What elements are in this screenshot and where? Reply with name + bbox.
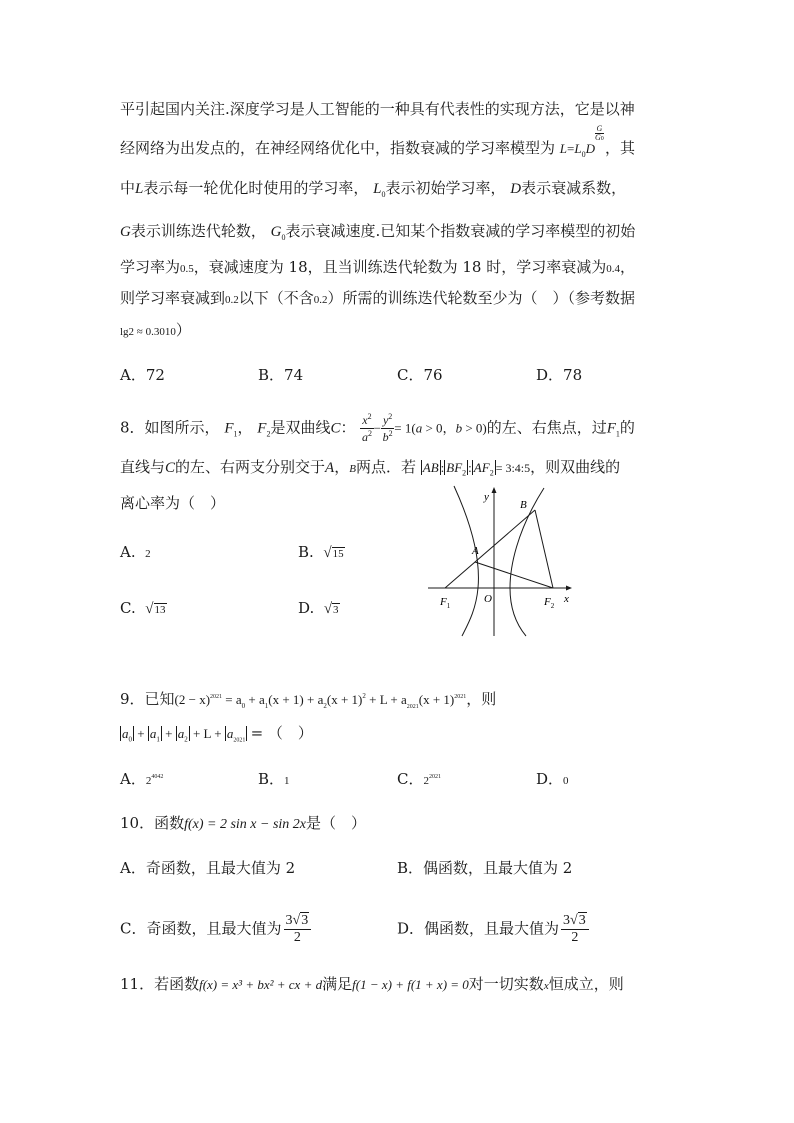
- x-axis-arrow: [566, 586, 572, 591]
- q9-line-2: $a_0 + a_1 + a_2 + L + a_{2021}$ = （ ）: [122, 724, 313, 744]
- q7-line-2: 经网络为出发点的，在神经网络优化中，指数衰减的学习率模型为 $L=L_0D$ G G0 ，其: [120, 124, 636, 159]
- q7-line-5: 学习率为0.5，衰减速度为 18，且当训练迭代轮数为 18 时，学习率衰减为0.4，: [120, 258, 636, 276]
- x2-over-a2: $\frac{x^2}{a^2}$: [361, 412, 372, 444]
- q7-line-1: 平引起国内关注.深度学习是人工智能的一种具有代表性的实现方法，它是以神: [120, 100, 635, 118]
- line-A-F2: [475, 562, 553, 588]
- right-branch: [510, 488, 544, 636]
- label-F1: $F_1$: [440, 596, 451, 610]
- label-B: B: [520, 499, 527, 511]
- q9-option-d[interactable]: D．0: [536, 770, 569, 788]
- line-B-F2: [535, 510, 553, 588]
- left-branch: [454, 486, 478, 636]
- q9-option-b[interactable]: B．1: [258, 770, 290, 788]
- formula-L: L: [559, 141, 568, 156]
- q10-line-1: 10．函数f(x) = 2 sin x − sin 2x是（ ）: [120, 814, 367, 832]
- q7-line-4: G表示训练迭代轮数， $G_0$表示衰减速度.已知某个指数衰减的学习率模型的初始: [120, 222, 636, 242]
- q7-option-c[interactable]: C．76: [397, 366, 443, 384]
- q9-option-a[interactable]: A．$2^{4042}$: [120, 770, 164, 788]
- q8-option-b[interactable]: B. √15: [298, 543, 344, 561]
- q8-option-c[interactable]: C. √13: [120, 599, 166, 617]
- label-O: O: [484, 593, 492, 605]
- q7-option-b[interactable]: B．74: [258, 366, 304, 384]
- q10-option-b[interactable]: B．偶函数，且最大值为 2: [397, 859, 573, 877]
- q9-line-1: 9．已知$(2 - x)^{2021} = a_0 + a_1(x + 1) + a_2(x + 1)^2 + L + a_{2021}(x + 1)^{2021}$，则: [120, 690, 497, 710]
- line-F1-B: [445, 510, 535, 588]
- y-axis-arrow: [492, 487, 497, 493]
- q8-line-2: 直线与C的左、右两支分别交于A，B两点．若 AB : $BF_2$ : $AF_2$ = 3:4:5，则双曲线的: [120, 458, 621, 478]
- q7-line-3: 中L表示每一轮优化时使用的学习率， $L_0$表示初始学习率， D表示衰减系数，: [120, 179, 627, 199]
- label-F2: $F_2$: [544, 596, 555, 610]
- q7-line-7: lg2 ≈ 0.3010）: [120, 321, 191, 339]
- q9-option-c[interactable]: C．$2^{2021}$: [397, 770, 441, 788]
- label-y: y: [484, 491, 489, 503]
- label-A: A: [472, 545, 479, 557]
- q8-line-3: 离心率为（ ）: [120, 494, 226, 512]
- q8-option-d[interactable]: D. √3: [298, 599, 339, 617]
- q10-option-d[interactable]: D．偶函数，且最大值为 $\frac{3√3}{2}$: [397, 913, 589, 946]
- q11-line-1: 11．若函数f(x) = x³ + bx² + cx + d满足f(1 − x) + f(1 + x) = 0对一切实数x恒成立，则: [120, 975, 624, 993]
- q7-option-a[interactable]: A．72: [120, 366, 165, 384]
- q7-option-d[interactable]: D．78: [536, 366, 583, 384]
- q10-option-c[interactable]: C．奇函数，且最大值为 $\frac{3√3}{2}$: [120, 913, 311, 946]
- q8-option-a[interactable]: A. 2: [120, 543, 151, 561]
- label-x: x: [564, 593, 569, 605]
- y2-over-b2: $\frac{y^2}{b^2}$: [382, 412, 393, 444]
- q8-line-1: 8．如图所示， $F_1$， $F_2$是双曲线C： $\frac{x^2}{a^2}$ − $\frac{y^2}{b^2}$ = 1(a > 0，b > 0)的左、右焦点，过$F_1$的: [120, 412, 635, 444]
- q7-line-6: 则学习率衰减到0.2以下（不含0.2）所需的训练迭代轮数至少为（ ）（参考数据: [120, 289, 636, 307]
- hyperbola-figure: [420, 484, 580, 639]
- q10-option-a[interactable]: A．奇函数，且最大值为 2: [120, 859, 296, 877]
